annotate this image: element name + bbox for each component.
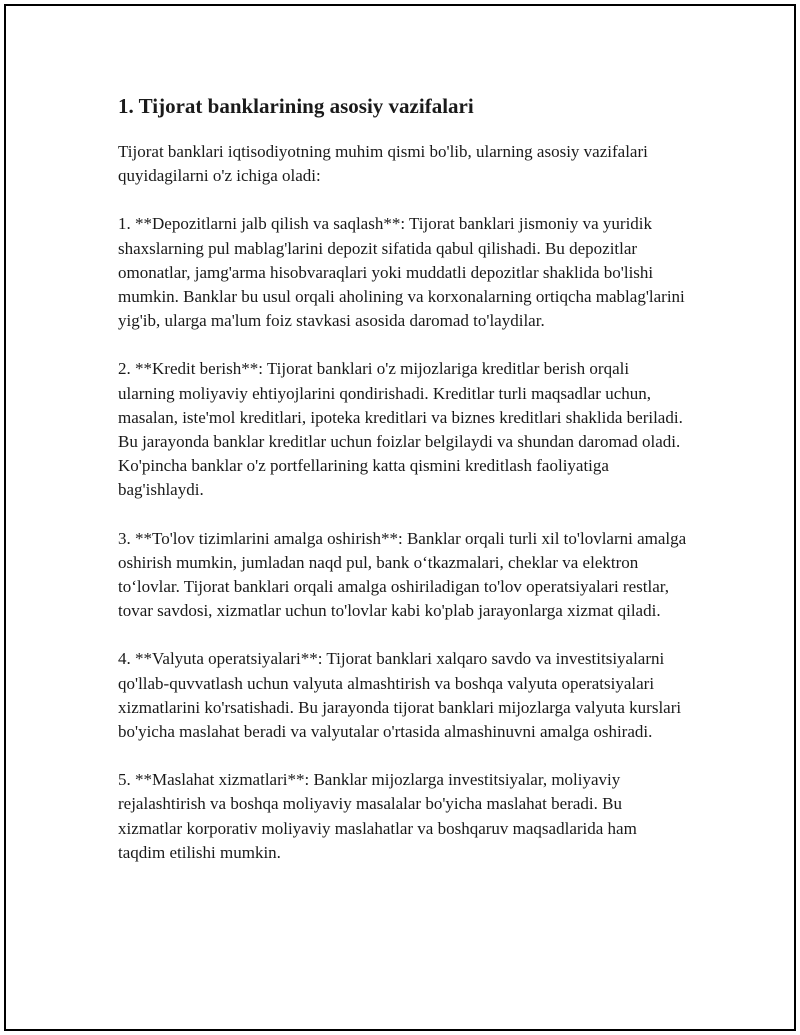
document-title: 1. Tijorat banklarining asosiy vazifalari <box>118 94 474 118</box>
paragraph-depozitlar: 1. **Depozitlarni jalb qilish va saqlash**: Tijorat banklari jismoniy va yuridik shaxslarning pul mablag'larini depozit sifatida qabul qilishadi. Bu depozitlar omonatlar, jamg'arma hisobvaraqlari yoki muddatli depozitlar shaklida bo'lishi mumkin. Banklar bu usul orqali aholining va korxonalarning ortiqcha mablag'larini yig'ib, ularga ma'lum foiz stavkasi asosida daromad to'laydilar. <box>118 214 685 331</box>
paragraph-kredit: 2. **Kredit berish**: Tijorat banklari o'z mijozlariga kreditlar berish orqali ularning moliyaviy ehtiyojlarini qondirishadi. Kreditlar turli maqsadlar uchun, masalan, iste'mol kreditlari, ipoteka kreditlari va biznes kreditlari shaklida beriladi. Bu jarayonda banklar kreditlar uchun foizlar belgilaydi va shundan daromad oladi. Ko'pincha banklar o'z portfellarining katta qismini kreditlash faoliyatiga bag'ishlaydi. <box>118 359 683 500</box>
paragraph-maslahat: 5. **Maslahat xizmatlari**: Banklar mijozlarga investitsiyalar, moliyaviy rejalashtirish va boshqa moliyaviy masalalar bo'yicha maslahat beradi. Bu xizmatlar korporativ moliyaviy maslahatlar va boshqaruv maqsadlarida ham taqdim etilishi mumkin. <box>118 770 637 862</box>
paragraph-tolov: 3. **To'lov tizimlarini amalga oshirish**: Banklar orqali turli xil to'lovlarni amalga oshirish mumkin, jumladan naqd pul, bank o‘tkazmalari, cheklar va elektron to‘lovlar. Tijorat banklari orqali amalga oshiriladigan to'lov operatsiyalari restlar, tovar savdosi, xizmatlar uchun to'lovlar kabi ko'plab jarayonlarga xizmat qiladi. <box>118 528 687 621</box>
paragraph-valyuta: 4. **Valyuta operatsiyalari**: Tijorat banklari xalqaro savdo va investitsiyalarni qo'llab-quvvatlash uchun valyuta almashtirish va boshqa valyuta operatsiyalari xizmatlarini ko'rsatishadi. Bu jarayonda tijorat banklari mijozlarga valyuta kurslari bo'yicha maslahat beradi va valyutalar o'rtasida almashinuvni amalga oshiradi. <box>118 649 682 742</box>
intro-paragraph: Tijorat banklari iqtisodiyotning muhim qismi bo'lib, ularning asosiy vazifalari quyidagilarni o'z ichiga oladi: <box>118 142 648 186</box>
document-body <box>118 92 688 889</box>
